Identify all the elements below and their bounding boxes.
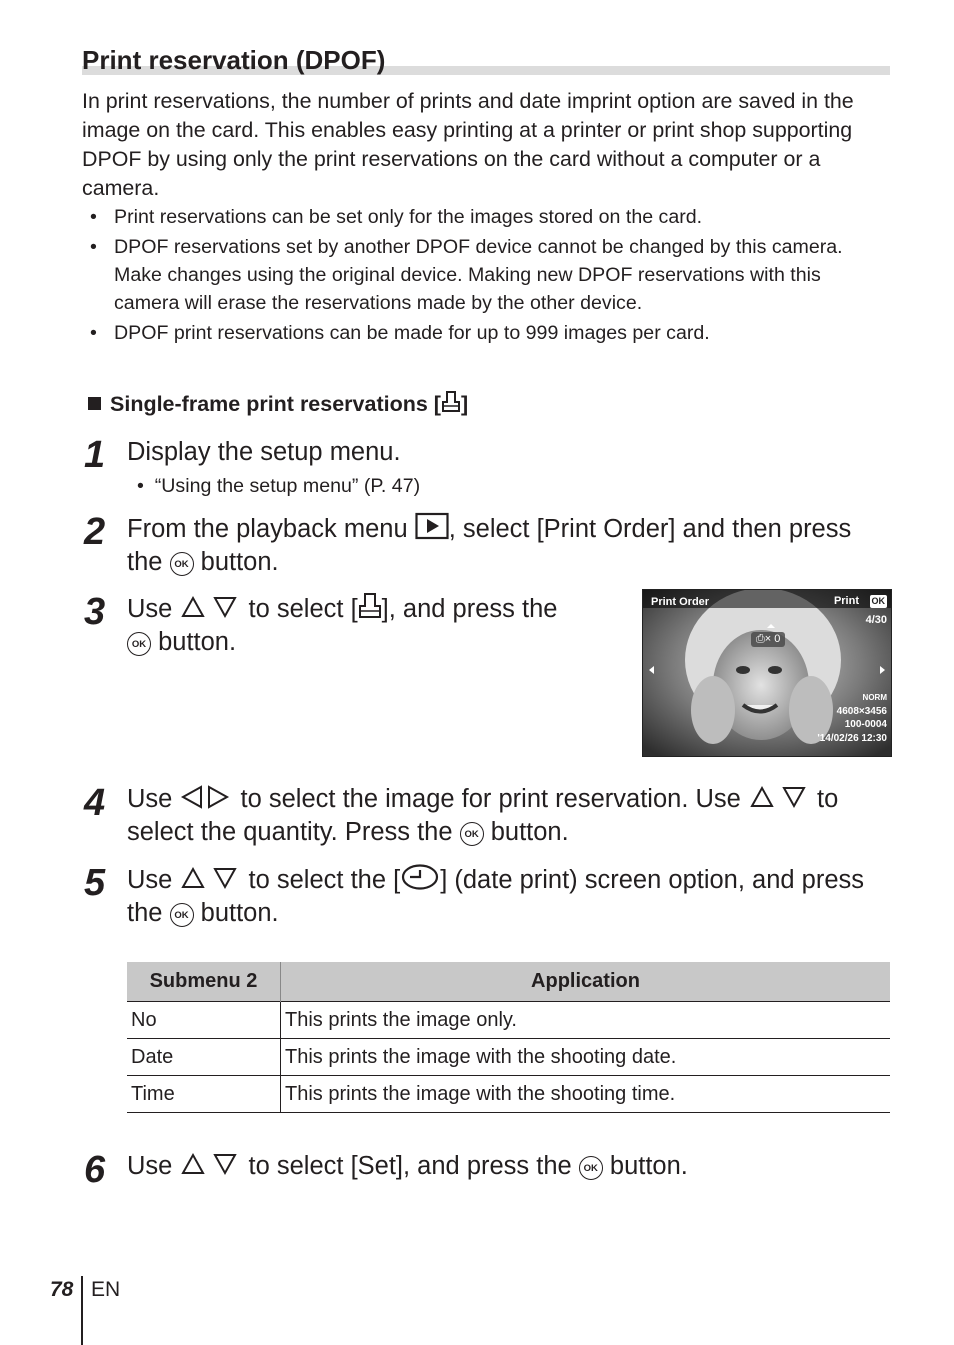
step-4-part: to select the image for print reservation. Use [233, 785, 748, 813]
date-print-icon [400, 863, 440, 891]
ok-button-icon: OK [170, 552, 194, 576]
table-cell: Time [127, 1076, 281, 1113]
screen-print-label: Print [833, 595, 859, 607]
step-5-part: Use [127, 866, 180, 894]
ok-button-icon: OK [170, 903, 194, 927]
step-number: 3 [84, 591, 106, 633]
step-5-part: button. [193, 899, 279, 927]
step-number: 1 [84, 434, 106, 476]
table-cell: No [127, 1002, 281, 1039]
step-6-part: to select [Set], and press the [241, 1152, 579, 1180]
playback-icon [415, 512, 449, 540]
step-4-part: to select the quantity. Press the [127, 785, 839, 846]
table-cell: This prints the image only. [281, 1002, 891, 1039]
step-3-part: Use [127, 595, 180, 623]
screen-title: Print Order [651, 596, 710, 608]
ok-button-icon: OK [127, 632, 151, 656]
language-label: EN [91, 1278, 121, 1301]
step-1-text: Display the setup menu. [127, 438, 401, 466]
step-2-part: , select [Print Order] and then press the [127, 515, 852, 576]
screen-ok-badge: OK [871, 596, 885, 606]
page-title: Print reservation (DPOF) [82, 45, 386, 75]
table-header: Application [281, 962, 891, 1002]
footer-divider [81, 1276, 83, 1345]
step-3-text [127, 592, 617, 659]
note-item: • DPOF reservations set by another DPOF device cannot be changed by this camera. Make changes using the original device. Making new DPOF reservations with this camera will erase the reservations made by the other device. [90, 233, 880, 317]
note-item: • DPOF print reservations can be made for up to 999 images per card. [90, 319, 880, 347]
left-right-arrows-icon [179, 784, 233, 810]
up-down-arrows-icon [179, 865, 241, 891]
screen-file-number: 100-0004 [844, 719, 887, 730]
up-down-arrows-icon [179, 1151, 241, 1177]
ok-button-icon: OK [579, 1156, 603, 1180]
screen-image-size: 4608×3456 [836, 706, 887, 717]
table-row [127, 1002, 890, 1039]
table-header-row [127, 962, 890, 1002]
print-order-icon [358, 592, 382, 620]
print-order-icon [441, 390, 461, 414]
note-list [90, 203, 880, 349]
step-3-part: button. [151, 628, 237, 656]
screen-datetime: '14/02/26 12:30 [817, 733, 887, 744]
intro-paragraph: In print reservations, the number of prints and date imprint option are saved in the image on the card. This enables easy printing at a printer or print shop supporting DPOF by using only the print reservations on the card without a computer or a camera. [82, 89, 854, 200]
step-4-text [127, 783, 897, 849]
step-3-part: to select [ [241, 595, 358, 623]
table-cell: This prints the image with the shooting date. [281, 1039, 891, 1076]
section-heading-text: Single-frame print reservations [ [110, 392, 441, 416]
step-number: 6 [84, 1149, 106, 1191]
camera-screen [642, 589, 892, 757]
screen-quality: NORM [862, 693, 887, 702]
step-number: 2 [84, 511, 106, 553]
step-6-text [127, 1150, 897, 1183]
step-4-part: Use [127, 785, 180, 813]
screen-frame-counter: 4/30 [865, 614, 887, 626]
up-down-arrows-icon [748, 784, 810, 810]
step-6-part: Use [127, 1152, 180, 1180]
table-row [127, 1039, 890, 1076]
step-2-part: button. [193, 548, 279, 576]
step-3-part: ], and press the [381, 595, 558, 623]
square-bullet-icon [88, 397, 101, 410]
section-heading-close: ] [460, 392, 469, 416]
screen-count-box: ⎙× 0 [751, 632, 785, 647]
step-5-part: to select the [ [241, 866, 401, 894]
ok-button-icon: OK [460, 822, 484, 846]
up-down-arrows-icon [179, 594, 241, 620]
step-2-part: From the playback menu [127, 515, 415, 543]
table-header: Submenu 2 [127, 962, 281, 1002]
submenu-table [127, 962, 890, 1113]
section-heading [88, 390, 468, 418]
table-row [127, 1076, 890, 1113]
step-4-part: button. [483, 818, 569, 846]
step-5-text [127, 863, 897, 930]
step-1-note: • “Using the setup menu” (P. 47) [137, 475, 421, 497]
screen-count: 0 [774, 633, 781, 645]
table-cell: This prints the image with the shooting time. [281, 1076, 891, 1113]
step-6-part: button. [602, 1152, 688, 1180]
step-2-text [127, 512, 887, 579]
step-number: 5 [84, 862, 106, 904]
step-5-part: ] (date print) screen option, and press the [127, 866, 865, 927]
note-item: • Print reservations can be set only for the images stored on the card. [90, 203, 880, 231]
step-1-note-text: “Using the setup menu” (P. 47) [154, 475, 421, 497]
step-number: 4 [84, 782, 106, 824]
table-cell: Date [127, 1039, 281, 1076]
page-number: 78 [50, 1278, 74, 1301]
